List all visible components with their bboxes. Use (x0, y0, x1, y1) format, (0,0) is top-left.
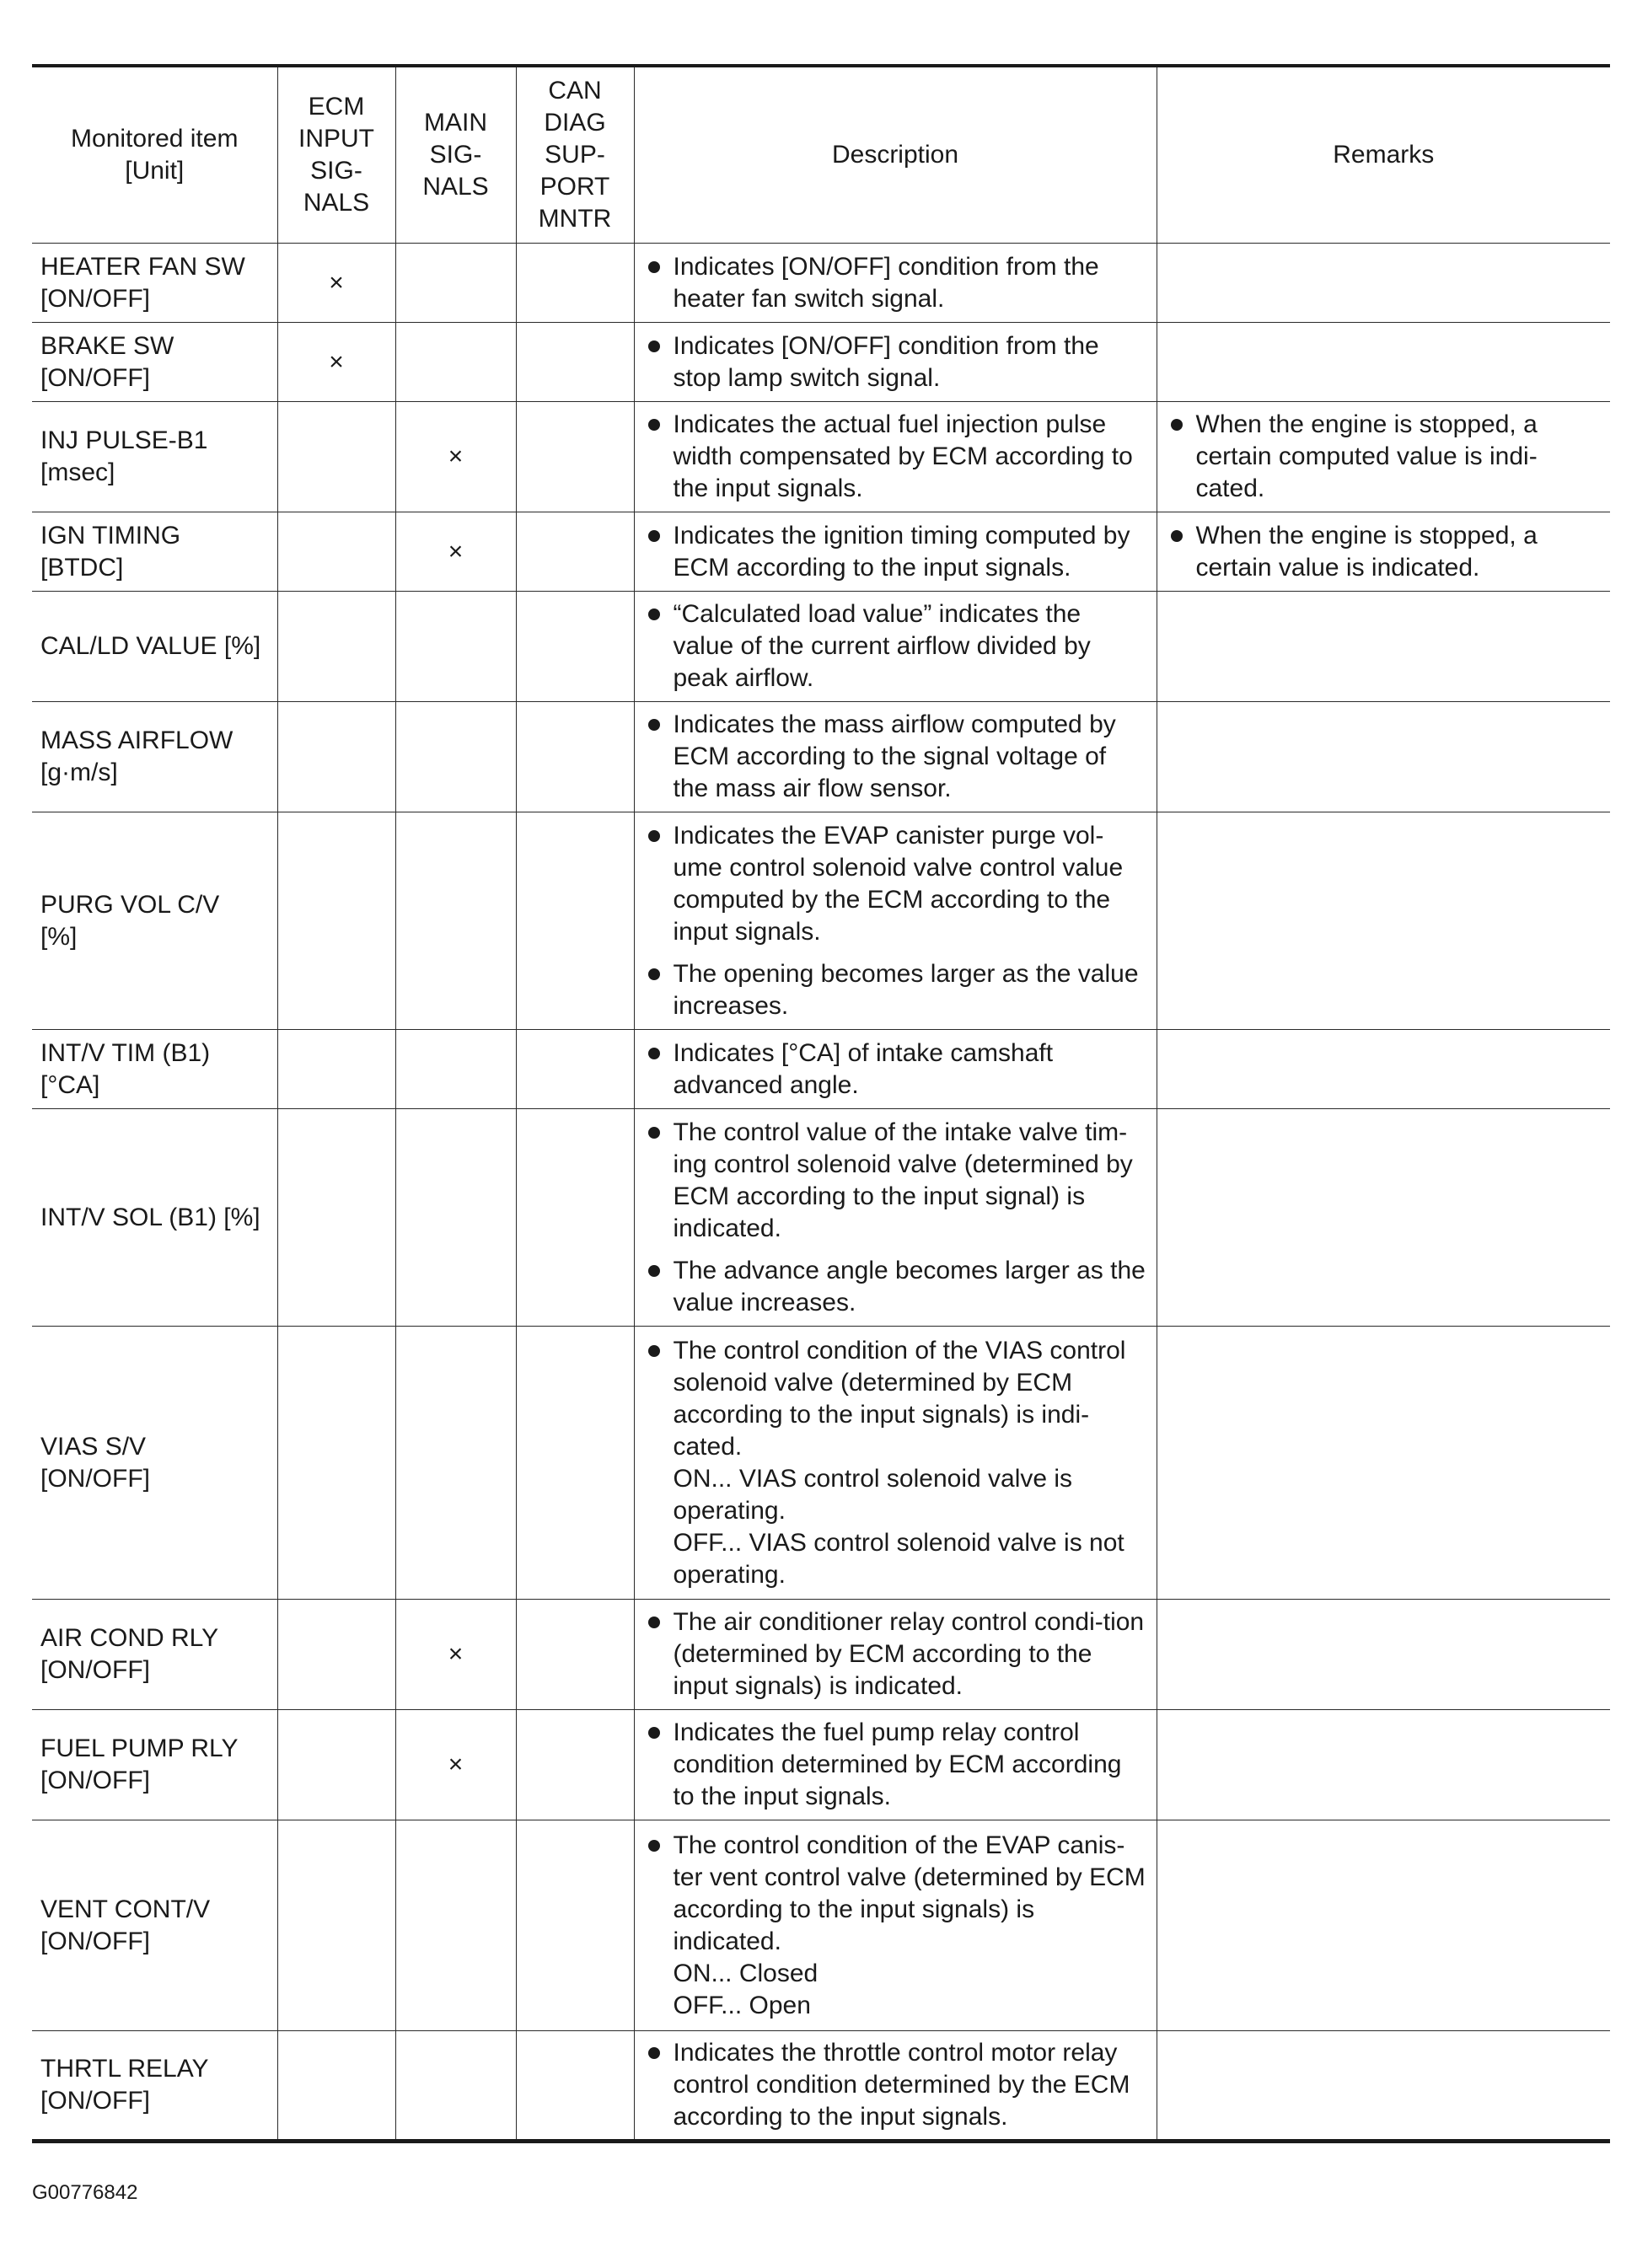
monitored-item-cell (32, 812, 277, 1030)
table-row (32, 402, 1610, 512)
header-line: MAIN (424, 109, 487, 137)
bullet-dot-icon (648, 1345, 660, 1357)
bullet-line: Indicates the EVAP canister purge vol-ume control solenoid valve control value computed by the ECM according to the input signals. (673, 821, 1124, 946)
bullet-line: When the engine is stopped, a certain computed value is indi-cated. (1195, 410, 1538, 502)
can-diag-support-cell (516, 323, 634, 402)
ecm-input-signals-cell (277, 1030, 395, 1109)
header-line: MNTR (538, 205, 612, 233)
bullet-item (643, 1606, 1148, 1702)
signal-mark-icon: × (448, 1640, 464, 1668)
can-diag-support-cell (516, 402, 634, 512)
bullet-item (643, 251, 1148, 315)
bullet-dot-icon (648, 1617, 660, 1628)
monitored-item-line: VENT CONT/V (40, 1895, 211, 1923)
bullet-dot-icon (648, 530, 660, 542)
remarks-cell (1157, 1710, 1610, 1820)
monitored-item-line: [ON/OFF] (40, 1656, 150, 1684)
description-cell (634, 1820, 1157, 2031)
monitored-item-line: [%] (40, 922, 78, 951)
signal-mark-icon: × (329, 347, 344, 376)
description-cell (634, 1600, 1157, 1710)
bullet-line: Indicates the throttle control motor relay control condition determined by the ECM according to the input signals. (673, 2039, 1130, 2131)
description-cell (634, 512, 1157, 592)
bullet-text (674, 1606, 1148, 1702)
remarks-cell (1157, 812, 1610, 1030)
bullet-item (643, 1037, 1148, 1102)
monitored-item-line: [ON/OFF] (40, 284, 150, 313)
bullet-dot-icon (648, 340, 660, 352)
header-line: NALS (303, 189, 370, 217)
bullet-line: Indicates [ON/OFF] condition from the stop lamp switch signal. (673, 331, 1099, 392)
main-signals-cell (395, 812, 516, 1030)
bullet-item (643, 1830, 1148, 2022)
monitored-item-cell (32, 1030, 277, 1109)
ecm-input-signals-cell (277, 1820, 395, 2031)
can-diag-support-cell (516, 512, 634, 592)
bullet-text (674, 598, 1148, 694)
bullet-line: Indicates the mass airflow computed by ECM according to the signal voltage of the mass air flow sensor. (673, 710, 1116, 802)
monitored-item-line: [BTDC] (40, 553, 124, 582)
monitor-item-table-sheet (32, 64, 1610, 2143)
monitored-item-line: MASS AIRFLOW (40, 727, 233, 754)
header-description: Description (634, 66, 1157, 244)
ecm-input-signals-cell (277, 702, 395, 812)
figure-code: G00776842 (32, 2181, 138, 2204)
monitored-item-cell (32, 702, 277, 812)
monitor-item-table (32, 64, 1610, 2143)
header-can-diag-support-mntr (516, 66, 634, 244)
main-signals-cell (395, 244, 516, 323)
table-row (32, 244, 1610, 323)
signal-mark-icon: × (329, 268, 344, 297)
table-row (32, 592, 1610, 702)
header-line: SUP- (545, 141, 605, 169)
remarks-cell (1157, 1030, 1610, 1109)
bullet-item (643, 709, 1148, 805)
monitored-item-cell (32, 1600, 277, 1710)
monitored-item-line: [ON/OFF] (40, 1767, 150, 1794)
bullet-line: Indicates the ignition timing computed by ECM according to the input signals. (673, 521, 1130, 582)
header-line: Monitored item (71, 125, 239, 153)
ecm-input-signals-cell (277, 1710, 395, 1820)
monitored-item-line: INT/V SOL (B1) [%] (40, 1203, 260, 1231)
monitored-item-cell (32, 402, 277, 512)
description-cell (634, 323, 1157, 402)
main-signals-cell (395, 512, 516, 592)
bullet-item (1166, 520, 1602, 584)
bullet-text (674, 251, 1148, 315)
header-line: DIAG (544, 109, 606, 137)
table-row (32, 812, 1610, 1030)
bullet-item (643, 1255, 1148, 1319)
description-cell (634, 1030, 1157, 1109)
monitored-item-cell (32, 592, 277, 702)
bullet-line: Indicates the actual fuel injection pulse width compensated by ECM according to the input signals. (673, 410, 1133, 502)
monitored-item-line: AIR COND RLY (40, 1624, 219, 1652)
bullet-line: OFF... VIAS control solenoid valve is not operating. (673, 1528, 1124, 1589)
remarks-cell (1157, 2031, 1610, 2142)
monitored-item-line: CAL/LD VALUE [%] (40, 632, 261, 660)
bullet-line: The control value of the intake valve tim-ing control solenoid valve (determined by ECM according to the input signal) is indicated. (673, 1118, 1133, 1242)
header-line: CAN (548, 77, 602, 105)
description-cell (634, 1710, 1157, 1820)
remarks-cell (1157, 402, 1610, 512)
table-row (32, 1327, 1610, 1600)
monitored-item-cell (32, 512, 277, 592)
bullet-line: OFF... Open (673, 1991, 811, 2019)
ecm-input-signals-cell (277, 402, 395, 512)
bullet-text (674, 820, 1148, 948)
ecm-input-signals-cell (277, 812, 395, 1030)
can-diag-support-cell (516, 1600, 634, 1710)
monitored-item-line: INJ PULSE-B1 (40, 426, 208, 454)
bullet-dot-icon (1171, 530, 1183, 542)
main-signals-cell (395, 1710, 516, 1820)
can-diag-support-cell (516, 1710, 634, 1820)
header-line: SIG- (429, 141, 482, 169)
remarks-cell (1157, 702, 1610, 812)
description-cell (634, 402, 1157, 512)
remarks-cell (1157, 592, 1610, 702)
ecm-input-signals-cell (277, 244, 395, 323)
monitored-item-cell (32, 1327, 277, 1600)
bullet-line: Indicates [ON/OFF] condition from the heater fan switch signal. (673, 252, 1099, 313)
bullet-dot-icon (648, 1127, 660, 1139)
main-signals-cell (395, 2031, 516, 2142)
remarks-cell (1157, 323, 1610, 402)
main-signals-cell (395, 1600, 516, 1710)
bullet-dot-icon (648, 1048, 660, 1059)
bullet-item (643, 958, 1148, 1022)
bullet-item (643, 520, 1148, 584)
monitored-item-line: FUEL PUMP RLY (40, 1735, 239, 1762)
bullet-line: ON... Closed (673, 1959, 818, 1987)
bullet-line: Indicates the fuel pump relay control condition determined by ECM according to the input signals. (673, 1718, 1122, 1810)
monitored-item-line: PURG VOL C/V (40, 890, 220, 919)
monitored-item-line: [msec] (40, 458, 115, 486)
monitored-item-line: INT/V TIM (B1) (40, 1038, 211, 1067)
bullet-line: ON... VIAS control solenoid valve is operating. (673, 1464, 1073, 1525)
signal-mark-icon: × (448, 1751, 464, 1778)
bullet-text (1196, 520, 1602, 584)
ecm-input-signals-cell (277, 2031, 395, 2142)
monitored-item-cell (32, 244, 277, 323)
remarks-cell (1157, 512, 1610, 592)
can-diag-support-cell (516, 1820, 634, 2031)
bullet-item (643, 820, 1148, 948)
bullet-text (674, 1335, 1148, 1591)
monitored-item-line: [°CA] (40, 1070, 100, 1099)
monitored-item-line: [ON/OFF] (40, 363, 150, 392)
remarks-cell (1157, 1820, 1610, 2031)
header-remarks: Remarks (1157, 66, 1610, 244)
remarks-cell (1157, 244, 1610, 323)
monitored-item-line: IGN TIMING (40, 521, 181, 550)
header-line: PORT (539, 173, 610, 201)
monitored-item-cell (32, 1109, 277, 1327)
bullet-line: The control condition of the EVAP canis-ter vent control valve (determined by ECM according to the input signals) is indicated. (673, 1831, 1146, 1955)
bullet-dot-icon (648, 830, 660, 842)
bullet-line: The opening becomes larger as the value increases. (673, 959, 1139, 1020)
bullet-dot-icon (648, 2047, 660, 2059)
signal-mark-icon: × (448, 537, 464, 566)
monitored-item-cell (32, 323, 277, 402)
table-body (32, 244, 1610, 2142)
bullet-dot-icon (648, 1840, 660, 1852)
can-diag-support-cell (516, 812, 634, 1030)
remarks-cell (1157, 1327, 1610, 1600)
monitored-item-line: [ON/OFF] (40, 1464, 150, 1493)
bullet-item (643, 1335, 1148, 1591)
bullet-item (643, 330, 1148, 394)
bullet-dot-icon (648, 968, 660, 980)
bullet-item (1166, 409, 1602, 505)
bullet-item (643, 409, 1148, 505)
bullet-text (674, 709, 1148, 805)
monitored-item-line: VIAS S/V (40, 1432, 147, 1461)
bullet-line: The control condition of the VIAS control solenoid valve (determined by ECM according to the input signals) is indi-cated. (673, 1336, 1126, 1461)
monitored-item-cell (32, 1710, 277, 1820)
description-cell (634, 592, 1157, 702)
description-cell (634, 2031, 1157, 2142)
header-line: SIG- (310, 157, 362, 185)
bullet-text (674, 1255, 1148, 1319)
bullet-item (643, 1117, 1148, 1245)
description-cell (634, 1327, 1157, 1600)
bullet-dot-icon (648, 261, 660, 273)
can-diag-support-cell (516, 2031, 634, 2142)
remarks-cell (1157, 1109, 1610, 1327)
main-signals-cell (395, 323, 516, 402)
main-signals-cell (395, 592, 516, 702)
main-signals-cell (395, 1820, 516, 2031)
bullet-text (674, 409, 1148, 505)
table-row (32, 1600, 1610, 1710)
bullet-text (674, 2037, 1148, 2133)
bullet-text (674, 330, 1148, 394)
main-signals-cell (395, 1109, 516, 1327)
monitored-item-line: HEATER FAN SW (40, 252, 245, 281)
bullet-text (674, 520, 1148, 584)
main-signals-cell (395, 1327, 516, 1600)
bullet-dot-icon (648, 719, 660, 731)
ecm-input-signals-cell (277, 323, 395, 402)
monitored-item-line: THRTL RELAY (40, 2055, 209, 2083)
description-cell (634, 244, 1157, 323)
description-cell (634, 1109, 1157, 1327)
header-line: [Unit] (125, 157, 185, 185)
bullet-text (674, 1117, 1148, 1245)
table-row (32, 1820, 1610, 2031)
monitored-item-cell (32, 1820, 277, 2031)
monitored-item-line: [ON/OFF] (40, 1927, 150, 1955)
description-cell (634, 702, 1157, 812)
main-signals-cell (395, 702, 516, 812)
can-diag-support-cell (516, 1327, 634, 1600)
signal-mark-icon: × (448, 442, 464, 470)
ecm-input-signals-cell (277, 1327, 395, 1600)
monitored-item-line: [ON/OFF] (40, 2087, 150, 2115)
main-signals-cell (395, 402, 516, 512)
bullet-text (674, 1037, 1148, 1102)
header-ecm-input-signals (277, 66, 395, 244)
monitored-item-cell (32, 2031, 277, 2142)
table-row (32, 1109, 1610, 1327)
can-diag-support-cell (516, 244, 634, 323)
header-line: NALS (422, 173, 489, 201)
can-diag-support-cell (516, 592, 634, 702)
ecm-input-signals-cell (277, 512, 395, 592)
header-line: ECM (308, 93, 365, 121)
can-diag-support-cell (516, 1109, 634, 1327)
bullet-dot-icon (648, 1265, 660, 1277)
bullet-dot-icon (648, 419, 660, 431)
bullet-dot-icon (1171, 419, 1183, 431)
header-line: INPUT (298, 125, 374, 153)
bullet-text (674, 1717, 1148, 1813)
bullet-line: The advance angle becomes larger as the value increases. (673, 1256, 1146, 1316)
bullet-item (643, 598, 1148, 694)
can-diag-support-cell (516, 702, 634, 812)
table-row (32, 323, 1610, 402)
monitored-item-line: BRAKE SW (40, 331, 174, 360)
header-monitored-item (32, 66, 277, 244)
bullet-text (674, 958, 1148, 1022)
table-row (32, 2031, 1610, 2142)
bullet-dot-icon (648, 1727, 660, 1739)
bullet-item (643, 2037, 1148, 2133)
bullet-dot-icon (648, 609, 660, 620)
table-row (32, 702, 1610, 812)
header-main-signals (395, 66, 516, 244)
bullet-line: When the engine is stopped, a certain value is indicated. (1195, 521, 1538, 582)
remarks-cell (1157, 1600, 1610, 1710)
table-header-row (32, 66, 1610, 244)
ecm-input-signals-cell (277, 1109, 395, 1327)
table-row (32, 1710, 1610, 1820)
table-row (32, 1030, 1610, 1109)
ecm-input-signals-cell (277, 1600, 395, 1710)
bullet-text (1196, 409, 1602, 505)
ecm-input-signals-cell (277, 592, 395, 702)
bullet-item (643, 1717, 1148, 1813)
can-diag-support-cell (516, 1030, 634, 1109)
table-row (32, 512, 1610, 592)
bullet-line: “Calculated load value” indicates the value of the current airflow divided by peak airflow. (673, 600, 1091, 692)
bullet-line: Indicates [°CA] of intake camshaft advanced angle. (673, 1038, 1054, 1099)
description-cell (634, 812, 1157, 1030)
main-signals-cell (395, 1030, 516, 1109)
bullet-line: The air conditioner relay control condi-tion (determined by ECM according to the input signals) is indicated. (673, 1608, 1145, 1700)
bullet-text (674, 1830, 1148, 2022)
monitored-item-line: [g·m/s] (40, 759, 118, 786)
